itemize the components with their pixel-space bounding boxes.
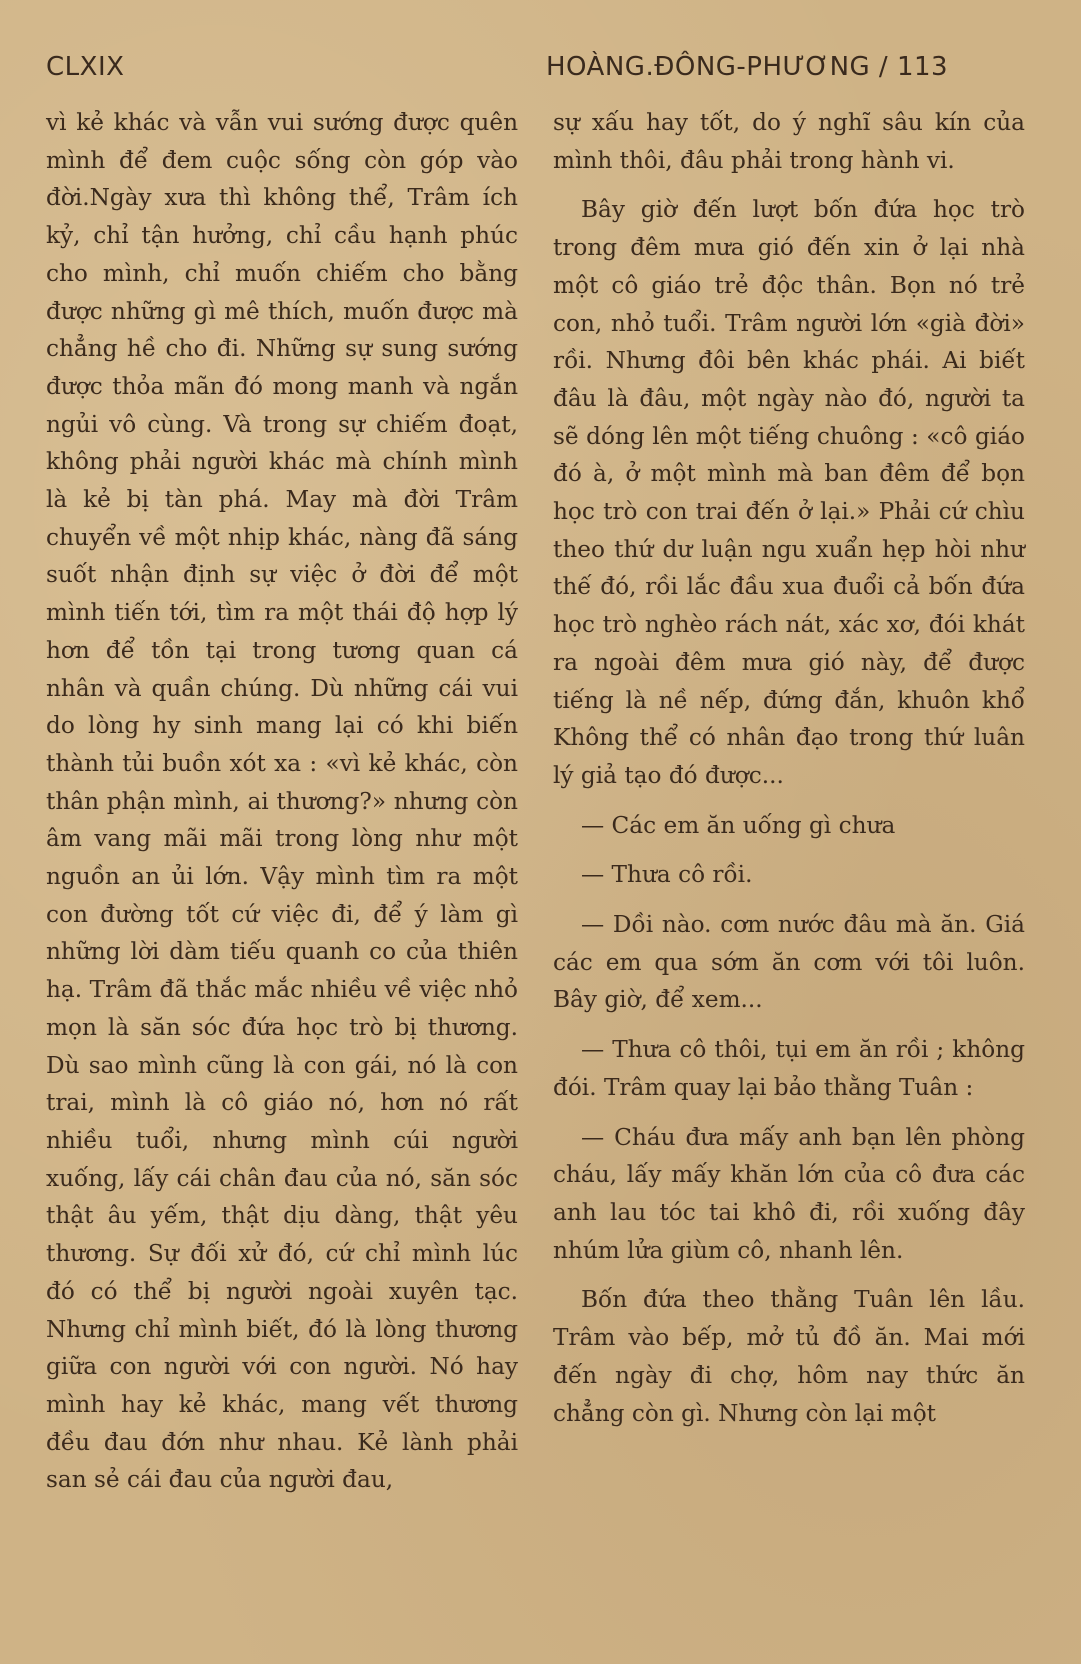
right-column bbox=[553, 104, 1025, 1444]
running-title-page-number: HOÀNG.ĐÔNG-PHƯƠNG / 113 bbox=[546, 52, 949, 82]
page-header bbox=[46, 52, 1041, 92]
paragraph: sự xấu hay tốt, do ý nghĩ sâu kín của mình thôi, đâu phải trong hành vi. bbox=[553, 109, 1025, 174]
left-column bbox=[46, 104, 518, 1511]
dialogue-line: — Các em ăn uống gì chưa bbox=[581, 811, 896, 839]
dialogue-line: — Thưa cô rồi. bbox=[581, 861, 753, 889]
paragraph: vì kẻ khác và vẫn vui sướng được quên mình để đem cuộc sống còn góp vào đời.Ngày xưa thì không thể, Trâm ích kỷ, chỉ tận hưởng, chỉ cầu hạnh phúc cho mình, chỉ muốn chiếm cho bằng được những gì mê thích, muốn được mà chẳng hề cho đi. Những sự sung sướng được thỏa mãn đó mong manh và ngắn ngủi vô cùng. Và trong sự chiếm đoạt, không phải người khác mà chính mình là kẻ bị tàn phá. May mà đời Trâm chuyển về một nhịp khác, nàng đã sáng suốt nhận định sự việc ở đời để một mình tiến tới, tìm ra một thái độ hợp lý hơn để tồn tại trong tương quan cá nhân và quần chúng. Dù những cái vui do lòng hy sinh mang lại có khi biến thành tủi buồn xót xa : «vì kẻ khác, còn thân phận mình, ai thương?» nhưng còn âm vang mãi mãi trong lòng như một nguồn an ủi lớn. Vậy mình tìm ra một con đường tốt cứ việc đi, để ý làm gì những lời dàm tiếu quanh co của thiên hạ. Trâm đã thắc mắc nhiều về việc nhỏ mọn là săn sóc đứa học trò bị thương. Dù sao mình cũng là con gái, nó là con trai, mình là cô giáo nó, hơn nó rất nhiều tuổi, nhưng mình cúi người xuống, lấy cái chân đau của nó, săn sóc thật âu yếm, thật dịu dàng, thật yêu thương. Sự đối xử đó, cứ chỉ mình lúc đó có thể bị người ngoài xuyên tạc. Nhưng chỉ mình biết, đó là lòng thương giữa con người với con người. Nó hay mình hay kẻ khác, mang vết thương đều đau đớn như nhau. Kẻ lành phải san sẻ cái đau của người đau, bbox=[46, 109, 518, 1494]
dialogue-line: — Dồi nào. cơm nước đâu mà ăn. Giá các em qua sớm ăn cơm với tôi luôn. Bây giờ, để xem... bbox=[553, 911, 1025, 1014]
paragraph: Bây giờ đến lượt bốn đứa học trò trong đêm mưa gió đến xin ở lại nhà một cô giáo trẻ độc thân. Bọn nó trẻ con, nhỏ tuổi. Trâm người lớn «già đời» rồi. Nhưng đôi bên khác phái. Ai biết đâu là đâu, một ngày nào đó, người ta sẽ dóng lên một tiếng chuông : «cô giáo đó à, ở một mình mà ban đêm để bọn học trò con trai đến ở lại.» Phải cứ chìu theo thứ dư luận ngu xuẩn hẹp hòi như thế đó, rồi lắc đầu xua đuổi cả bốn đứa học trò nghèo rách nát, xác xơ, đói khát ra ngoài đêm mưa gió này, để được tiếng là nề nếp, đứng đắn, khuôn khổ Không thể có nhân đạo trong thứ luân lý giả tạo đó được... bbox=[553, 196, 1025, 789]
dialogue-line: — Thưa cô thôi, tụi em ăn rồi ; không đói. Trâm quay lại bảo thằng Tuân : bbox=[553, 1036, 1025, 1101]
paragraph: Bốn đứa theo thằng Tuân lên lầu. Trâm vào bếp, mở tủ đồ ăn. Mai mới đến ngày đi chợ, hôm nay thức ăn chẳng còn gì. Nhưng còn lại một bbox=[553, 1286, 1025, 1427]
dialogue-line: — Cháu đưa mấy anh bạn lên phòng cháu, lấy mấy khăn lớn của cô đưa các anh lau tóc tai khô đi, rồi xuống đây nhúm lửa giùm cô, nhanh lên. bbox=[553, 1123, 1025, 1264]
chapter-number: CLXIX bbox=[46, 52, 125, 82]
